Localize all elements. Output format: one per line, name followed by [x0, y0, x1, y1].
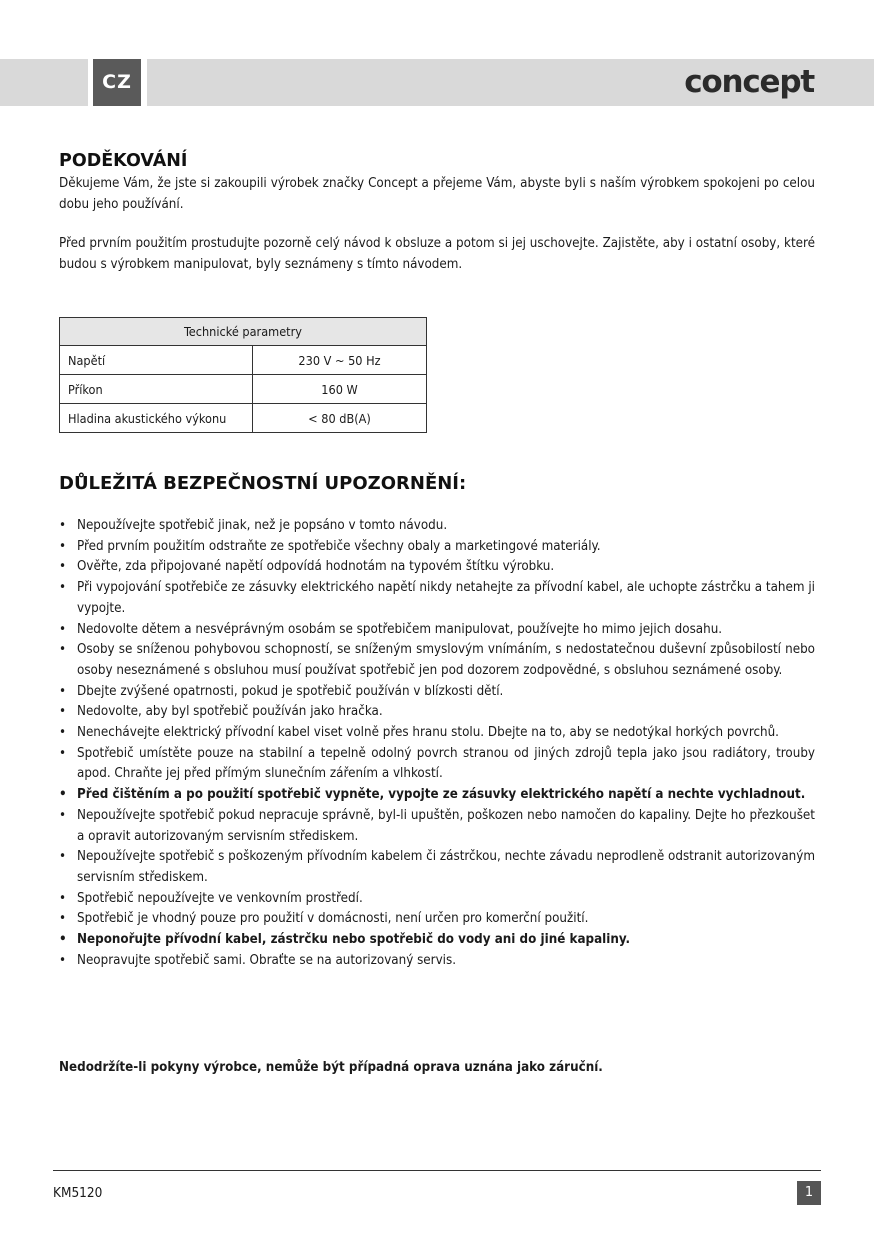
list-item: • Spotřebič je vhodný pouze pro použití v domácnosti, není určen pro komerční použití.: [59, 909, 815, 930]
list-item: • Nenechávejte elektrický přívodní kabel viset volně přes hranu stolu. Dbejte na to, aby se nedotýkal horkých povrchů.: [59, 723, 815, 744]
list-item: • Před čištěním a po použití spotřebič vypněte, vypojte ze zásuvky elektrického napětí a nechte vychladnout.: [59, 785, 815, 806]
tech-label: Příkon: [60, 375, 253, 404]
language-badge: CZ: [93, 59, 141, 106]
tech-params-table: [59, 317, 427, 433]
list-item: • Ověřte, zda připojované napětí odpovídá hodnotám na typovém štítku výrobku.: [59, 557, 815, 578]
list-item: • Osoby se sníženou pohybovou schopností, se sníženým smyslovým vnímáním, s nedostatečnou duševní způsobilostí nebo osoby neseznámené s obsluhou musí používat spotřebič jen pod dozorem zodpovědné, s obsluhou seznámené osoby.: [59, 640, 815, 681]
thanks-paragraph-2: Před prvním použitím prostudujte pozorně celý návod k obsluze a potom si jej uschovejte. Zajistěte, aby i ostatní osoby, které budou s výrobkem manipulovat, byly seznámeny s tímto návodem.: [59, 236, 815, 272]
safety-list: [59, 516, 815, 971]
list-item: • Neopravujte spotřebič sami. Obraťte se na autorizovaný servis.: [59, 951, 815, 972]
tech-value: < 80 dB(A): [253, 404, 427, 433]
model-number: KM5120: [53, 1185, 103, 1201]
list-item: • Nedovolte dětem a nesvéprávným osobám se spotřebičem manipulovat, používejte ho mimo jejich dosahu.: [59, 620, 815, 641]
tech-label: Hladina akustického výkonu: [60, 404, 253, 433]
warranty-note: Nedodržíte-li pokyny výrobce, nemůže být případná oprava uznána jako záruční.: [59, 1060, 603, 1075]
tech-value: 230 V ~ 50 Hz: [253, 346, 427, 375]
page-number: 1: [797, 1181, 821, 1205]
tech-table-title: Technické parametry: [60, 318, 427, 346]
list-item: • Nepoužívejte spotřebič jinak, než je popsáno v tomto návodu.: [59, 516, 815, 537]
safety-title: DŮLEŽITÁ BEZPEČNOSTNÍ UPOZORNĚNÍ:: [59, 473, 467, 494]
list-item: • Spotřebič umístěte pouze na stabilní a tepelně odolný povrch stranou od jiných zdrojů tepla jako jsou radiátory, trouby apod. Chraňte jej před přímým slunečním zářením a vlhkostí.: [59, 744, 815, 785]
list-item: • Nepoužívejte spotřebič pokud nepracuje správně, byl-li upuštěn, poškozen nebo namočen do kapaliny. Dejte ho přezkoušet a opravit autorizovaným servisním střediskem.: [59, 806, 815, 847]
footer-divider: [53, 1170, 821, 1171]
list-item: • Neponořujte přívodní kabel, zástrčku nebo spotřebič do vody ani do jiné kapaliny.: [59, 930, 815, 951]
thanks-section: [59, 150, 815, 275]
thanks-title: PODĚKOVÁNÍ: [59, 151, 188, 171]
list-item: • Při vypojování spotřebiče ze zásuvky elektrického napětí nikdy netahejte za přívodní kabel, ale uchopte zástrčku a tahem ji vypojte.: [59, 578, 815, 619]
table-row: [60, 346, 427, 375]
list-item: • Spotřebič nepoužívejte ve venkovním prostředí.: [59, 889, 815, 910]
brand-logo: concept: [684, 64, 814, 100]
list-item: • Nepoužívejte spotřebič s poškozeným přívodním kabelem či zástrčkou, nechte závadu neprodleně odstranit autorizovaným servisním střediskem.: [59, 847, 815, 888]
list-item: • Nedovolte, aby byl spotřebič používán jako hračka.: [59, 702, 815, 723]
list-item: • Před prvním použitím odstraňte ze spotřebiče všechny obaly a marketingové materiály.: [59, 537, 815, 558]
tech-value: 160 W: [253, 375, 427, 404]
list-item: • Dbejte zvýšené opatrnosti, pokud je spotřebič používán v blízkosti dětí.: [59, 682, 815, 703]
header-bar-left: [0, 59, 88, 106]
table-row: [60, 404, 427, 433]
table-row: [60, 375, 427, 404]
tech-label: Napětí: [60, 346, 253, 375]
thanks-paragraph-1: Děkujeme Vám, že jste si zakoupili výrobek značky Concept a přejeme Vám, abyste byli s naším výrobkem spokojeni po celou dobu jeho používání.: [59, 176, 815, 212]
